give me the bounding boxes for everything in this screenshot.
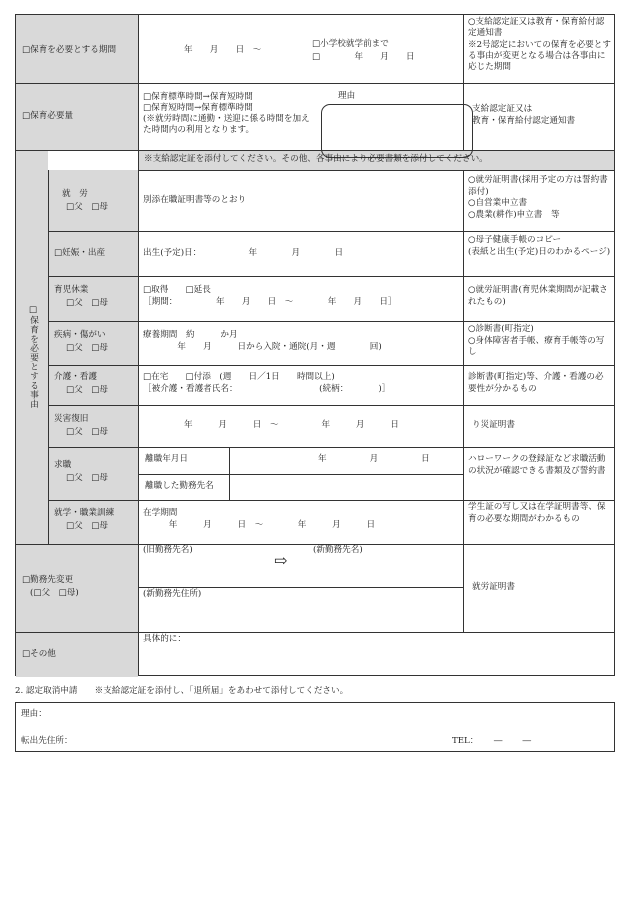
cancel-reason-label[interactable]: 理由： — [21, 709, 47, 719]
need-amount-docs: 支給認定証又は 教育・保育給付認定通知書 — [472, 104, 576, 126]
reason-work-docs: ○就労証明書(採用予定の方は誓約書添付) ○自営業申立書 ○農業(耕作)申立書 等 — [468, 175, 608, 220]
other-specific-label: 具体的に： — [143, 634, 186, 644]
work-change-label[interactable]: □勤務先変更 — [22, 575, 74, 585]
reason-bracket[interactable] — [321, 104, 473, 158]
reason-childcare-leave-label: 育児休業 — [54, 285, 89, 295]
reason-work-content: 別添在職証明書等のとおり — [143, 195, 247, 205]
reason-disaster-content[interactable]: 年 月 日 ～ 年 月 日 — [184, 420, 399, 430]
reason-pregnancy-content[interactable]: 出生(予定)日： 年 月 日 — [143, 248, 344, 258]
reason-childcare-leave-content[interactable]: □取得 □延長 ［期間： 年 月 日 ～ 年 月 日］ — [143, 285, 397, 307]
need-amount-options[interactable]: □保育標準時間→保育短時間 □保育短時間→保育標準時間 (※就労時間に通勤・送迎に係る時間を加えた時間内の利用となります。 — [143, 92, 310, 135]
reason-pregnancy-label[interactable]: □妊娠・出産 — [54, 248, 106, 258]
alt-date-field[interactable]: □ 年 月 日 — [312, 52, 415, 62]
work-change-parent[interactable]: (□父 □母) — [30, 588, 79, 598]
reason-disaster-parent[interactable]: □父 □母 — [66, 427, 109, 437]
reason-work-parent[interactable]: □父 □母 — [66, 202, 109, 212]
other-label[interactable]: □その他 — [22, 649, 56, 659]
attach-notice: ※支給認定証を添付してください。その他、各事由により必要書類を添付してください。 — [144, 154, 488, 164]
moving-address-label[interactable]: 転出先住所： — [21, 736, 73, 746]
new-employer-label: (新勤務先名) — [313, 545, 363, 555]
need-amount-label: □保育必要量 — [22, 111, 74, 121]
old-employer-label: (旧勤務先名) — [143, 545, 193, 555]
reason-job-search-docs: ハローワークの登録証など求職活動の状況が確認できる書類及び誓約書 — [468, 454, 606, 476]
tel-label[interactable]: TEL： ― ― — [452, 736, 532, 746]
reason-childcare-leave-parent[interactable]: □父 □母 — [66, 298, 109, 308]
reason-care-label: 介護・看護 — [54, 372, 97, 382]
reason-study-parent[interactable]: □父 □母 — [66, 521, 109, 531]
reason-illness-label: 疾病・傷がい — [54, 330, 106, 340]
reason-job-search-parent[interactable]: □父 □母 — [66, 473, 109, 483]
reason-childcare-leave-docs: ○就労証明書(育児休業期間が記載されたもの) — [468, 285, 608, 307]
work-change-docs: 就労証明書 — [472, 582, 515, 592]
reason-care-content[interactable]: □在宅 □付添 (週 日／1日 時間以上) ［被介護・看護者氏名： (続柄： )］ — [143, 372, 391, 394]
reason-disaster-docs: り災証明書 — [472, 420, 515, 430]
reason-care-docs: 診断書(町指定)等、介護・看護の必要性が分かるもの — [468, 372, 604, 394]
need-reason-label: 理由 — [338, 91, 356, 101]
reason-study-docs: 学生証の写し又は在学証明書等、保育の必要な期間がわかるもの — [468, 502, 606, 524]
new-employer-address-label: (新勤務先住所) — [143, 589, 202, 599]
reasons-vertical-label: □保育を必要とする事由 — [28, 305, 38, 409]
right-arrow-icon: ⇨ — [274, 551, 288, 570]
school-before-checkbox[interactable]: □小学校就学前まで — [312, 39, 389, 49]
prev-employer-label: 離職した勤務先名 — [145, 481, 214, 491]
cancel-application-box — [15, 702, 615, 752]
reason-pregnancy-docs: ○母子健康手帳のコピー (表紙と出生(予定)日のわかるページ) — [468, 235, 611, 257]
reason-study-label: 就学・職業訓練 — [54, 508, 115, 518]
reason-illness-docs: ○診断書(町指定) ○身体障害者手帳、療育手帳等の写し — [468, 324, 605, 358]
reason-illness-content[interactable]: 療養期間 約 か月 年 月 日から入院・通院(月・週 回) — [143, 330, 382, 352]
period-label: □保育を必要とする期間 — [22, 45, 117, 55]
period-dates-field[interactable]: 年 月 日 ～ — [184, 45, 262, 55]
reason-study-content[interactable]: 在学期間 年 月 日 ～ 年 月 日 — [143, 508, 376, 530]
reason-work-label: 就 労 — [62, 189, 88, 199]
leave-date-field[interactable]: 年 月 日 — [318, 454, 430, 464]
section2-title: 2. 認定取消申請 ※支給認定証を添付し、「退所届」をあわせて添付してください。 — [15, 686, 349, 696]
reasons-label-bg — [48, 170, 138, 544]
reason-disaster-label: 災害復旧 — [54, 414, 89, 424]
leave-date-label: 離職年月日 — [145, 454, 188, 464]
period-docs: ○支給認定証又は教育・保育給付認定通知書 ※2号認定においての保育を必要とする事由が変更となる場合は各事由に応じた期間 — [468, 17, 611, 73]
reason-care-parent[interactable]: □父 □母 — [66, 385, 109, 395]
application-form-table — [15, 14, 615, 676]
reason-illness-parent[interactable]: □父 □母 — [66, 343, 109, 353]
reason-job-search-label: 求職 — [54, 460, 72, 470]
